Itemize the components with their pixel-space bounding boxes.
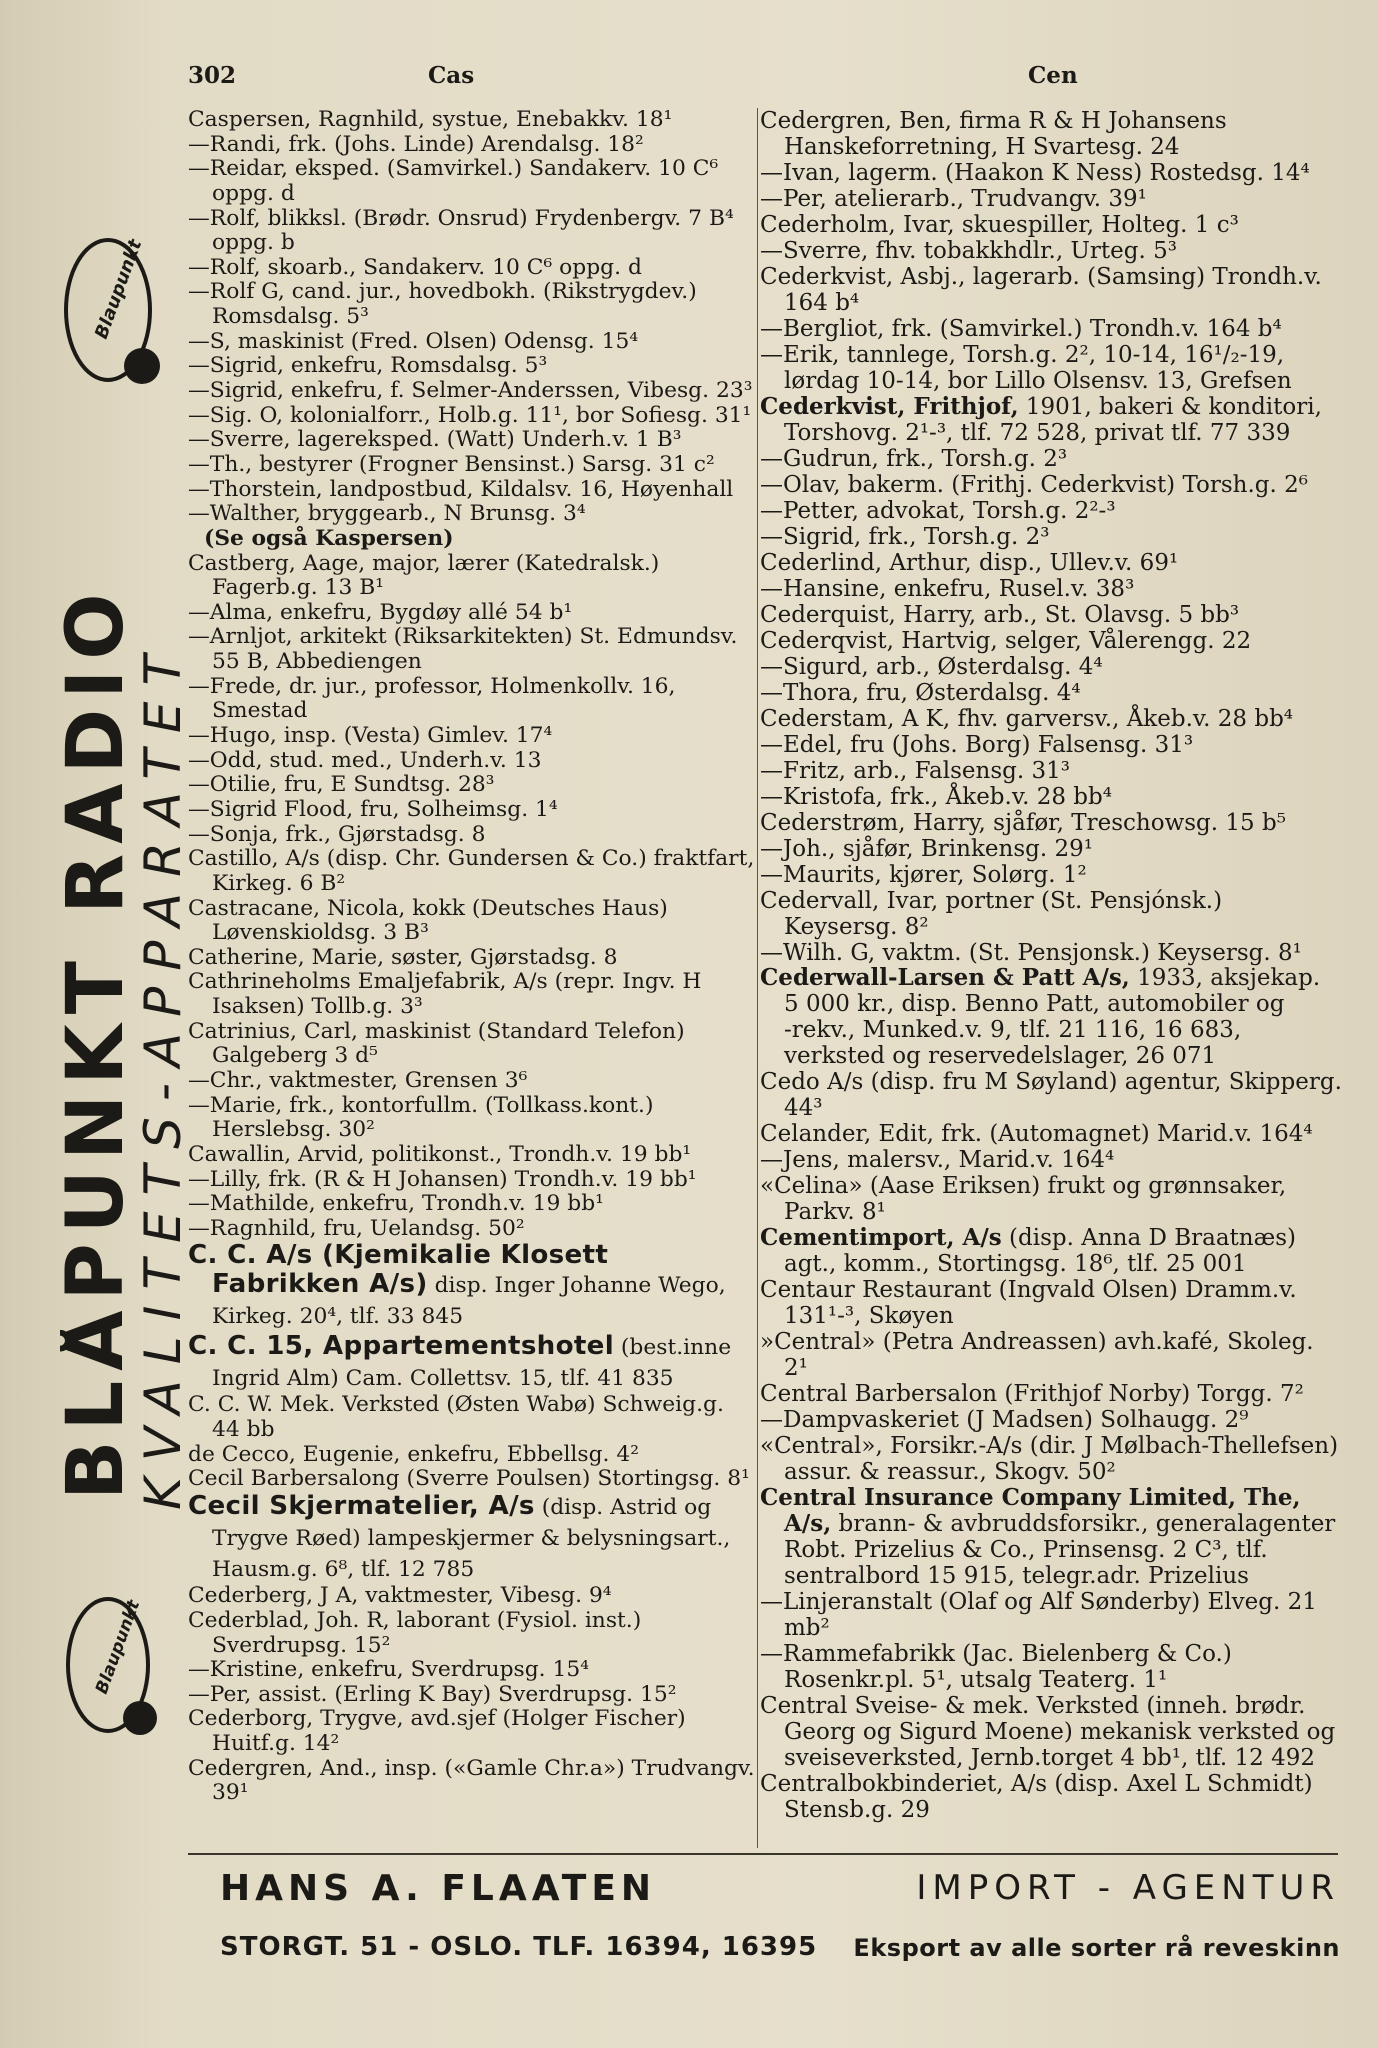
entry-name: —Walther, bryggearb., N Brunsg. 3⁴ xyxy=(188,501,586,527)
entry-name: Cedergren, Ben, firma R & H Johansens Hanskeforretning, H Svartesg. 24 xyxy=(760,108,1227,160)
entry-name: —Th., bestyrer (Frogner Bensinst.) Sarsg. 31 c² xyxy=(188,451,715,477)
directory-entry xyxy=(188,1332,756,1394)
entry-details: brann- & avbruddsforsikr., generalagenter Robt. Prizelius & Co., Prinsensg. 2 C³, tlf. sentralbord 15 915, telegr.adr. Prizelius xyxy=(784,1511,1336,1590)
blaupunkt-ad-graphic xyxy=(60,40,190,1860)
directory-entry xyxy=(760,758,1342,784)
entry-name: —Rolf, blikksl. (Brødr. Onsrud) Frydenbergv. 7 B⁴ oppg. b xyxy=(188,205,734,256)
entry-name: Cederborg, Trygve, avd.sjef (Holger Fischer) Huitf.g. 14² xyxy=(188,1706,686,1757)
directory-entry xyxy=(188,823,756,848)
entry-name: —Sonja, frk., Gjørstadsg. 8 xyxy=(188,821,486,847)
column-divider xyxy=(757,108,758,1848)
directory-entry xyxy=(760,654,1342,680)
directory-entry xyxy=(760,264,1342,316)
directory-entry xyxy=(188,625,756,674)
entry-name: —Fritz, arb., Falsensg. 31³ xyxy=(760,757,1070,784)
directory-entry xyxy=(760,160,1342,186)
entry-name: —Alma, enkefru, Bygdøy allé 54 b¹ xyxy=(188,599,573,625)
directory-entry xyxy=(188,749,756,774)
footer-import-agentur: IMPORT - AGENTUR xyxy=(916,1868,1340,1908)
entry-name: Cederstrøm, Harry, sjåfør, Treschowsg. 15 b⁵ xyxy=(760,809,1286,836)
directory-entry xyxy=(188,675,756,724)
entry-name: —Kristofa, frk., Åkeb.v. 28 bb⁴ xyxy=(760,783,1112,810)
directory-entry xyxy=(760,394,1342,446)
entry-name: —Per, assist. (Erling K Bay) Sverdrupsg. 15² xyxy=(188,1681,677,1707)
entry-name: —Olav, bakerm. (Frithj. Cederkvist) Torsh.g. 2⁶ xyxy=(760,471,1308,498)
entry-name: —Otilie, fru, E Sundtsg. 28³ xyxy=(188,772,495,798)
entry-details: disp. Inger Johanne Wego, Kirkeg. 20⁴, tlf. 33 845 xyxy=(212,1273,726,1330)
directory-entry xyxy=(760,1433,1342,1485)
directory-entry xyxy=(188,453,756,478)
footer-company-name: HANS A. FLAATEN xyxy=(220,1868,657,1909)
directory-entry xyxy=(760,1173,1342,1225)
entry-name: Cecil Skjermatelier, A/s xyxy=(188,1490,535,1521)
entry-name: —Erik, tannlege, Torsh.g. 2², 10-14, 16¹/₂-19, lørdag 10-14, bor Lillo Olsensv. 13, Grefsen xyxy=(760,341,1292,394)
entry-name: Caspersen, Ragnhild, systue, Enebakkv. 18¹ xyxy=(188,107,673,132)
entry-name: Central Insurance Company Limited, The, A/s, xyxy=(760,1484,1301,1538)
directory-entry xyxy=(188,428,756,453)
directory-entry xyxy=(188,798,756,823)
directory-entry xyxy=(760,1381,1342,1407)
entry-name: de Cecco, Eugenie, enkefru, Ebbellsg. 4² xyxy=(188,1441,640,1467)
directory-entry xyxy=(188,1757,756,1806)
directory-entry xyxy=(760,342,1342,394)
entry-name: —Thorstein, landpostbud, Kildalsv. 16, Høyenhall xyxy=(188,476,734,502)
entry-name: —Kristine, enkefru, Sverdrupsg. 15⁴ xyxy=(188,1657,590,1683)
directory-entry xyxy=(760,108,1342,160)
right-guide-word: Cen xyxy=(1028,62,1078,89)
page-number: 302 xyxy=(188,62,237,89)
directory-entry xyxy=(760,238,1342,264)
directory-entry xyxy=(760,576,1342,602)
directory-entry xyxy=(760,472,1342,498)
directory-entry xyxy=(188,280,756,329)
directory-entry xyxy=(760,550,1342,576)
directory-entry xyxy=(188,1168,756,1193)
entry-name: —Sigrid, enkefru, f. Selmer-Anderssen, Vibesg. 23³ xyxy=(188,378,753,404)
entry-name: —Dampvaskeriet (J Madsen) Solhaugg. 2⁹ xyxy=(760,1407,1249,1434)
directory-entry xyxy=(760,186,1342,212)
logo-text-top: Blaupunkt xyxy=(90,236,147,342)
entry-name: Celander, Edit, frk. (Automagnet) Marid.v. 164⁴ xyxy=(760,1121,1313,1148)
entry-name: —Marie, frk., kontorfullm. (Tollkass.kont.) Herslebsg. 30² xyxy=(188,1092,654,1143)
entry-details: 1933, aksjekap. 5 000 kr., disp. Benno Patt, automobiler og ‑rekv., Munked.v. 9, tlf. 21 116, 16 683, verksted og reservedelslager, 26 071 xyxy=(784,965,1321,1070)
entry-name: Cedo A/s (disp. fru M Søyland) agentur, Skipperg. 44³ xyxy=(760,1069,1342,1122)
directory-entry xyxy=(188,1094,756,1143)
entry-name: Cederholm, Ivar, skuespiller, Holteg. 1 c³ xyxy=(760,211,1239,238)
entry-name: Centralbokbinderiet, A/s (disp. Axel L Schmidt) Stensb.g. 29 xyxy=(760,1771,1313,1823)
directory-entry xyxy=(760,862,1342,888)
directory-entry xyxy=(188,552,756,601)
entry-name: —Sig. O, kolonialforr., Holb.g. 11¹, bor Sofiesg. 31¹ xyxy=(188,402,752,428)
directory-entry xyxy=(188,946,756,971)
directory-entry xyxy=(760,446,1342,472)
entry-name: «Celina» (Aase Eriksen) frukt og grønnsaker, Parkv. 8¹ xyxy=(760,1173,1287,1226)
directory-entry xyxy=(760,680,1342,706)
entry-name: —Sverre, fhv. tobakkhdlr., Urteg. 5³ xyxy=(760,237,1177,264)
directory-entry xyxy=(188,1658,756,1683)
entry-name: —S, maskinist (Fred. Olsen) Odensg. 15⁴ xyxy=(188,328,639,354)
directory-entry xyxy=(188,1683,756,1708)
footer-advertisement xyxy=(220,1868,1340,2018)
directory-entry xyxy=(760,1147,1342,1173)
directory-entry xyxy=(760,1641,1342,1693)
entry-name: »Central» (Petra Andreassen) avh.kafé, Skoleg. 2¹ xyxy=(760,1329,1314,1382)
entry-name: Catherine, Marie, søster, Gjørstadsg. 8 xyxy=(188,944,618,970)
directory-entry xyxy=(188,897,756,946)
directory-entry xyxy=(760,1693,1342,1771)
entry-name: Cederqvist, Hartvig, selger, Vålerengg. 22 xyxy=(760,627,1252,654)
entry-name: Central Barbersalon (Frithjof Norby) Torgg. 7² xyxy=(760,1381,1304,1408)
entry-name: —Reidar, eksped. (Samvirkel.) Sandakerv. 10 C⁶ oppg. d xyxy=(188,156,719,206)
directory-entry xyxy=(760,1485,1342,1589)
directory-entry xyxy=(188,157,756,206)
entry-name: —Hansine, enkefru, Rusel.v. 38³ xyxy=(760,575,1135,602)
directory-entry xyxy=(188,379,756,404)
entry-details: 1901, bakeri & konditori, Torshovg. 2¹‑³, tlf. 72 528, privat tlf. 77 339 xyxy=(784,393,1322,446)
directory-entry xyxy=(188,133,756,158)
directory-entry xyxy=(760,1121,1342,1147)
directory-entry xyxy=(188,1020,756,1069)
entry-name: —Ivan, lagerm. (Haakon K Ness) Rostedsg. 14⁴ xyxy=(760,159,1310,186)
directory-entry xyxy=(760,810,1342,836)
directory-entry xyxy=(188,1192,756,1217)
entry-name: C. C. A/s (Kjemikalie Klosett Fabrikken A/s) xyxy=(188,1240,609,1300)
directory-entry xyxy=(188,404,756,429)
entry-name: —Wilh. G, vaktm. (St. Pensjonsk.) Keysersg. 8¹ xyxy=(760,939,1302,966)
entry-name: —Sigurd, arb., Østerdalsg. 4⁴ xyxy=(760,653,1103,680)
directory-entry xyxy=(760,1329,1342,1381)
entry-name: —Sverre, lagereksped. (Watt) Underh.v. 1 B³ xyxy=(188,427,682,453)
entry-name: Cedervall, Ivar, portner (St. Pensjónsk.) Keysersg. 8² xyxy=(760,887,1223,940)
entry-name: Castberg, Aage, major, lærer (Katedralsk.) Fagerb.g. 13 B¹ xyxy=(188,550,660,601)
directory-entry xyxy=(760,1277,1342,1329)
directory-entry xyxy=(188,1492,756,1584)
entry-name: Cederstam, A K, fhv. garversv., Åkeb.v. 28 bb⁴ xyxy=(760,705,1294,732)
entry-name: Centaur Restaurant (Ingvald Olsen) Dramm.v. 131¹‑³, Skøyen xyxy=(760,1277,1297,1330)
footer-divider xyxy=(188,1853,1338,1855)
directory-entry xyxy=(760,706,1342,732)
side-advertisement xyxy=(60,40,190,1860)
directory-entry xyxy=(188,330,756,355)
directory-entry xyxy=(760,628,1342,654)
directory-entry xyxy=(188,1143,756,1168)
directory-entry xyxy=(760,212,1342,238)
directory-entry xyxy=(760,836,1342,862)
directory-entry xyxy=(188,773,756,798)
entry-name: —Arnljot, arkitekt (Riksarkitekten) St. Edmundsv. 55 B, Abbediengen xyxy=(188,624,738,675)
directory-entry xyxy=(760,1225,1342,1277)
directory-entry xyxy=(188,1393,756,1442)
directory-entry xyxy=(188,724,756,749)
entry-name: Cederblad, Joh. R, laborant (Fysiol. inst.) Sverdrupsg. 15² xyxy=(188,1607,642,1658)
directory-entry xyxy=(760,784,1342,810)
entry-name: —Frede, dr. jur., professor, Holmenkollv. 16, Smestad xyxy=(188,673,676,724)
blaupunkt-radio-text: BLÅPUNKT RADIO xyxy=(60,583,141,1500)
directory-entry xyxy=(188,354,756,379)
directory-entry xyxy=(188,1584,756,1609)
entry-name: Cederkvist, Frithjof, xyxy=(760,392,1019,420)
logo-text-bottom: Blaupunkt xyxy=(91,1597,145,1697)
entry-name: Cederkvist, Asbj., lagerarb. (Samsing) Trondh.v. 164 b⁴ xyxy=(760,263,1322,316)
footer-export-text: Eksport av alle sorter rå reveskinn xyxy=(853,1934,1340,1962)
entry-name: —Bergliot, frk. (Samvirkel.) Trondh.v. 164 b⁴ xyxy=(760,315,1282,342)
directory-entry xyxy=(188,527,756,552)
entry-name: —Rammefabrikk (Jac. Bielenberg & Co.) Rosenkr.pl. 5¹, utsalg Teaterg. 1¹ xyxy=(760,1641,1232,1694)
directory-entry xyxy=(760,1771,1342,1823)
entry-name: Cedergren, And., insp. («Gamle Chr.a») Trudvangv. 39¹ xyxy=(188,1755,755,1806)
directory-entry xyxy=(760,524,1342,550)
directory-entry xyxy=(760,940,1342,966)
entry-name: Cederlind, Arthur, disp., Ullev.v. 69¹ xyxy=(760,549,1179,576)
directory-entry xyxy=(760,1589,1342,1641)
directory-entry xyxy=(760,498,1342,524)
directory-entry xyxy=(188,1069,756,1094)
directory-entry xyxy=(188,601,756,626)
directory-entry xyxy=(188,1217,756,1242)
entry-name: Cederquist, Harry, arb., St. Olavsg. 5 bb³ xyxy=(760,601,1240,628)
entry-name: Cecil Barbersalong (Sverre Poulsen) Stortingsg. 8¹ xyxy=(188,1466,750,1492)
entry-name: —Ragnhild, fru, Uelandsg. 50² xyxy=(188,1215,525,1241)
entry-name: Catrinius, Carl, maskinist (Standard Telefon) Galgeberg 3 d⁵ xyxy=(188,1018,685,1069)
directory-entry xyxy=(760,888,1342,940)
directory-entry xyxy=(760,316,1342,342)
entry-name: Castracane, Nicola, kokk (Deutsches Haus) Løvenskioldsg. 3 B³ xyxy=(188,895,668,946)
entry-name: Cederwall-Larsen & Patt A/s, xyxy=(760,964,1130,992)
entry-name: —Joh., sjåfør, Brinkensg. 29¹ xyxy=(760,835,1093,862)
entry-name: —Chr., vaktmester, Grensen 3⁶ xyxy=(188,1067,528,1093)
directory-entry xyxy=(760,1407,1342,1433)
directory-entry xyxy=(188,1241,756,1331)
kvalitets-apparatet-text: KVALITETS-APPARATET xyxy=(134,638,190,1510)
directory-entry xyxy=(188,478,756,503)
right-column xyxy=(760,108,1342,1823)
entry-name: C. C. 15, Appartementshotel xyxy=(188,1330,614,1361)
directory-entry xyxy=(760,732,1342,758)
entry-name: (Se også Kaspersen) xyxy=(204,525,454,551)
entry-name: —Petter, advokat, Torsh.g. 2²‑³ xyxy=(760,497,1116,524)
entry-name: Cathrineholms Emaljefabrik, A/s (repr. Ingv. H Isaksen) Tollb.g. 3³ xyxy=(188,969,702,1020)
entry-name: —Lilly, frk. (R & H Johansen) Trondh.v. 19 bb¹ xyxy=(188,1166,697,1192)
directory-entry xyxy=(188,207,756,256)
entry-details: (disp. Anna D Braatnæs) agt., komm., Stortingsg. 18⁶, tlf. 25 001 xyxy=(784,1225,1296,1278)
entry-name: Castillo, A/s (disp. Chr. Gundersen & Co.) fraktfart, Kirkeg. 6 B² xyxy=(188,846,755,896)
directory-entry xyxy=(188,1609,756,1658)
entry-name: —Sigrid Flood, fru, Solheimsg. 1⁴ xyxy=(188,796,558,822)
entry-name: —Gudrun, frk., Torsh.g. 2³ xyxy=(760,445,1068,472)
entry-name: —Mathilde, enkefru, Trondh.v. 19 bb¹ xyxy=(188,1191,604,1217)
entry-name: «Central», Forsikr.-A/s (dir. J Mølbach-Thellefsen) assur. & reassur., Skogv. 50² xyxy=(760,1433,1339,1486)
page-header xyxy=(188,62,1338,98)
entry-name: —Maurits, kjører, Solørg. 1² xyxy=(760,861,1087,888)
directory-entry xyxy=(188,1467,756,1492)
directory-entry xyxy=(188,847,756,896)
left-column xyxy=(188,108,756,1806)
entry-name: —Odd, stud. med., Underh.v. 13 xyxy=(188,747,542,773)
entry-name: —Per, atelierarb., Trudvangv. 39¹ xyxy=(760,185,1147,212)
entry-name: —Hugo, insp. (Vesta) Gimlev. 17⁴ xyxy=(188,723,553,749)
footer-address: STORGT. 51 - OSLO. TLF. 16394, 16395 xyxy=(220,1932,818,1962)
entry-name: —Thora, fru, Østerdalsg. 4⁴ xyxy=(760,679,1081,706)
entry-name: Cawallin, Arvid, politikonst., Trondh.v. 19 bb¹ xyxy=(188,1141,692,1167)
directory-entry xyxy=(188,256,756,281)
directory-entry xyxy=(760,1069,1342,1121)
directory-entry xyxy=(188,108,756,133)
directory-entry xyxy=(760,965,1342,1069)
directory-entry xyxy=(188,1707,756,1756)
directory-entry xyxy=(188,502,756,527)
directory-entry xyxy=(188,1443,756,1468)
entry-name: —Randi, frk. (Johs. Linde) Arendalsg. 18² xyxy=(188,131,644,157)
entry-name: —Rolf G, cand. jur., hovedbokh. (Rikstrygdev.) Romsdalsg. 5³ xyxy=(188,279,697,330)
entry-name: Cederberg, J A, vaktmester, Vibesg. 9⁴ xyxy=(188,1583,612,1609)
entry-name: —Jens, malersv., Marid.v. 164⁴ xyxy=(760,1147,1115,1174)
entry-name: Central Sveise- & mek. Verksted (inneh. brødr. Georg og Sigurd Moene) mekanisk verksted og sveiseverksted, Jernb.torget 4 bb¹, tlf. 12 492 xyxy=(760,1693,1336,1772)
entry-name: —Sigrid, frk., Torsh.g. 2³ xyxy=(760,523,1050,550)
entry-name: Cementimport, A/s xyxy=(760,1224,1002,1252)
entry-name: —Rolf, skoarb., Sandakerv. 10 C⁶ oppg. d xyxy=(188,254,642,280)
directory-entry xyxy=(188,970,756,1019)
entry-name: —Edel, fru (Johs. Borg) Falsensg. 31³ xyxy=(760,731,1194,758)
directory-entry xyxy=(760,602,1342,628)
left-guide-word: Cas xyxy=(428,62,475,89)
entry-name: —Sigrid, enkefru, Romsdalsg. 5³ xyxy=(188,353,548,379)
entry-name: C. C. W. Mek. Verksted (Østen Wabø) Schweig.g. 44 bb xyxy=(188,1392,724,1443)
entry-name: —Linjeranstalt (Olaf og Alf Sønderby) Elveg. 21 mb² xyxy=(760,1589,1317,1642)
entry-details: (best.inne Ingrid Alm) Cam. Collettsv. 15, tlf. 41 835 xyxy=(212,1334,732,1391)
entry-details: (disp. Astrid og Trygve Røed) lampeskjermer & belysningsart., Hausm.g. 6⁸, tlf. 12 785 xyxy=(212,1494,731,1582)
